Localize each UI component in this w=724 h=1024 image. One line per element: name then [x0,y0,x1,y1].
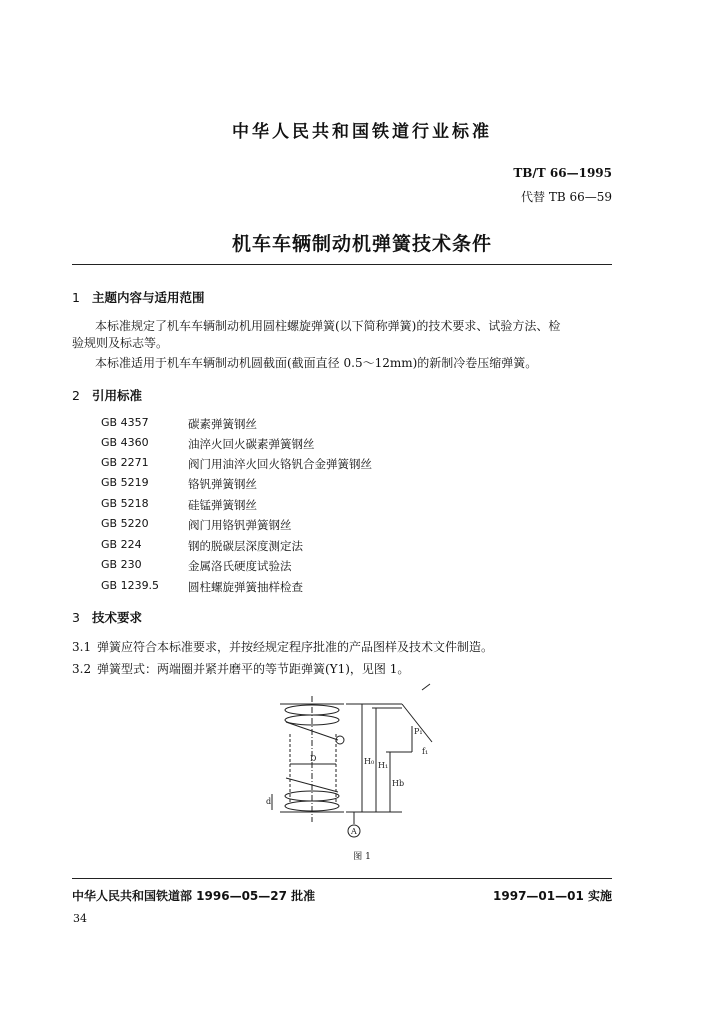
section-1-heading [72,288,205,306]
section-number: 2 [72,388,80,403]
approval-date: 中华人民共和国铁道部 1996—05—27 批准 [72,889,316,903]
section-number: 3 [72,610,80,625]
reference-code: GB 224 [101,538,142,551]
standard-number: TB/T 66—1995 [513,166,612,180]
label-d: d [266,797,272,806]
section-number: 1 [72,290,80,305]
section-title: 主题内容与适用范围 [92,290,205,305]
section-1-para-2: 本标准适用于机车车辆制动机圆截面(截面直径 0.5～12mm)的新制冷卷压缩弹簧。 [95,356,538,370]
reference-code: GB 4357 [101,416,149,429]
reference-name: 圆柱螺旋弹簧抽样检查 [188,580,303,594]
reference-name: 钢的脱碳层深度测定法 [188,539,303,553]
figure-caption: 图 1 [353,852,371,862]
perpendicularity-line [402,704,432,742]
section-title: 引用标准 [92,388,143,403]
clause-text: 弹簧应符合本标准要求，并按经规定程序批准的产品图样及技术文件制造。 [97,640,494,654]
surface-mark [422,684,430,690]
implementation-date: 1997—01—01 实施 [493,889,612,903]
label-datum: A [351,827,357,836]
label-D: D [310,754,317,763]
reference-code: GB 5220 [101,517,149,530]
clause-3-1 [72,638,493,655]
clause-number: 3.1 [72,640,92,654]
reference-code: GB 1239.5 [101,579,160,592]
section-title: 技术要求 [92,610,143,625]
document-title: 机车车辆制动机弹簧技术条件 [231,233,492,255]
reference-name: 油淬火回火碳素弹簧钢丝 [188,437,315,451]
label-f: f₁ [422,747,429,756]
reference-name: 硅锰弹簧钢丝 [188,498,257,512]
footer-divider [72,878,612,879]
label-H0: H₀ [364,757,375,766]
replaces-standard: 代替 TB 66—59 [521,190,612,204]
reference-name: 阀门用油淬火回火铬钒合金弹簧钢丝 [188,457,372,471]
label-P: P₁ [414,727,423,736]
reference-name: 碳素弹簧钢丝 [188,417,257,431]
label-H1: H₁ [378,761,389,770]
reference-name: 铬钒弹簧钢丝 [188,477,257,491]
reference-code: GB 2271 [101,456,149,469]
section-1-para-1-line-1: 本标准规定了机车车辆制动机用圆柱螺旋弹簧(以下简称弹簧)的技术要求、试验方法、检 [95,319,561,333]
title-divider [72,264,612,265]
reference-name: 阀门用铬钒弹簧钢丝 [188,518,292,532]
issuing-body-title: 中华人民共和国铁道行业标准 [232,122,492,142]
section-1-para-1-line-2: 验规则及标志等。 [72,336,169,350]
reference-code: GB 230 [101,558,142,571]
spring-diagram [262,682,442,842]
clause-text: 弹簧型式：两端圈并紧并磨平的等节距弹簧(Y1)，见图 1。 [97,662,410,676]
page-number: 34 [73,912,87,925]
section-3-heading [72,608,142,626]
reference-name: 金属洛氏硬度试验法 [188,559,292,573]
reference-code: GB 4360 [101,436,149,449]
clause-3-2 [72,660,409,677]
reference-code: GB 5218 [101,497,149,510]
label-Hb: Hb [392,779,405,788]
section-2-heading [72,386,142,404]
clause-number: 3.2 [72,662,92,676]
reference-code: GB 5219 [101,476,149,489]
